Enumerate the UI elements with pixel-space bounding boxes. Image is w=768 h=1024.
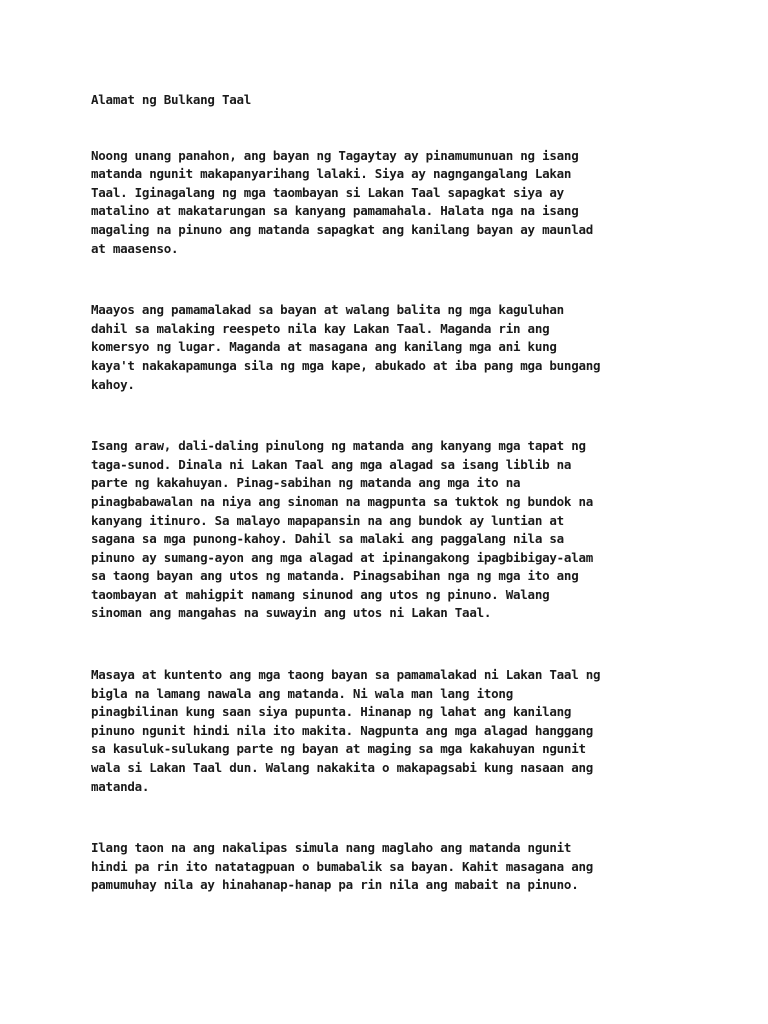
paragraph-line: matanda. xyxy=(91,778,150,794)
paragraph-1 xyxy=(91,147,691,259)
paragraph-line: pinuno ngunit hindi nila ito makita. Nagpunta ang mga alagad hanggang xyxy=(91,722,594,738)
paragraph-4 xyxy=(91,666,691,796)
paragraph-line: pinuno ay sumang-ayon ang mga alagad at ipinangakong ipagbibigay-alam xyxy=(91,549,594,565)
paragraph-line: matalino at makatarungan sa kanyang pamamahala. Halata nga na isang xyxy=(91,203,579,219)
paragraph-line: Maayos ang pamamalakad sa bayan at walang balita ng mga kaguluhan xyxy=(91,302,564,318)
paragraph-line: pamumuhay nila ay hinahanap-hanap pa rin nila ang mabait na pinuno. xyxy=(91,877,579,893)
paragraph-line: taombayan at mahigpit namang sinunod ang utos ng pinuno. Walang xyxy=(91,586,550,602)
paragraph-2 xyxy=(91,301,691,394)
paragraph-line: Ilang taon na ang nakalipas simula nang maglaho ang matanda ngunit xyxy=(91,840,572,856)
paragraph-line: Isang araw, dali-daling pinulong ng matanda ang kanyang mga tapat ng xyxy=(91,438,586,454)
paragraph-line: Taal. Iginagalang ng mga taombayan si Lakan Taal sapagkat siya ay xyxy=(91,184,564,200)
paragraph-line: komersyo ng lugar. Maganda at masagana ang kanilang mga ani kung xyxy=(91,339,557,355)
paragraph-line: matanda ngunit makapanyarihang lalaki. Siya ay nagngangalang Lakan xyxy=(91,166,572,182)
document-page xyxy=(91,91,691,895)
document-title: Alamat ng Bulkang Taal xyxy=(91,92,252,107)
paragraph-line: kanyang itinuro. Sa malayo mapapansin na ang bundok ay luntian at xyxy=(91,512,564,528)
paragraph-line: at maasenso. xyxy=(91,240,179,256)
paragraph-line: bigla na lamang nawala ang matanda. Ni wala man lang itong xyxy=(91,685,513,701)
paragraph-line: pinagbilinan kung saan siya pupunta. Hinanap ng lahat ang kanilang xyxy=(91,704,572,720)
paragraph-line: sa taong bayan ang utos ng matanda. Pinagsabihan nga ng mga ito ang xyxy=(91,568,579,584)
paragraph-5 xyxy=(91,839,691,895)
paragraph-line: kahoy. xyxy=(91,376,135,392)
paragraph-line: pinagbabawalan na niya ang sinoman na magpunta sa tuktok ng bundok na xyxy=(91,493,594,509)
paragraph-line: dahil sa malaking reespeto nila kay Lakan Taal. Maganda rin ang xyxy=(91,320,550,336)
paragraph-line: sagana sa mga punong-kahoy. Dahil sa malaki ang paggalang nila sa xyxy=(91,531,564,547)
paragraph-line: taga-sunod. Dinala ni Lakan Taal ang mga alagad sa isang liblib na xyxy=(91,456,572,472)
paragraph-line: Noong unang panahon, ang bayan ng Tagaytay ay pinamumunuan ng isang xyxy=(91,147,579,163)
paragraph-line: wala si Lakan Taal dun. Walang nakakita o makapagsabi kung nasaan ang xyxy=(91,760,594,776)
paragraph-line: sa kasuluk-sulukang parte ng bayan at maging sa mga kakahuyan ngunit xyxy=(91,741,586,757)
paragraph-line: kaya't nakakapamunga sila ng mga kape, abukado at iba pang mga bungang xyxy=(91,357,601,373)
paragraph-line: Masaya at kuntento ang mga taong bayan sa pamamalakad ni Lakan Taal ng xyxy=(91,667,601,683)
paragraph-line: hindi pa rin ito natatagpuan o bumabalik sa bayan. Kahit masagana ang xyxy=(91,858,594,874)
paragraph-line: magaling na pinuno ang matanda sapagkat ang kanilang bayan ay maunlad xyxy=(91,221,594,237)
paragraph-line: parte ng kakahuyan. Pinag-sabihan ng matanda ang mga ito na xyxy=(91,475,521,491)
paragraph-3 xyxy=(91,437,691,623)
paragraph-line: sinoman ang mangahas na suwayin ang utos ni Lakan Taal. xyxy=(91,605,492,621)
